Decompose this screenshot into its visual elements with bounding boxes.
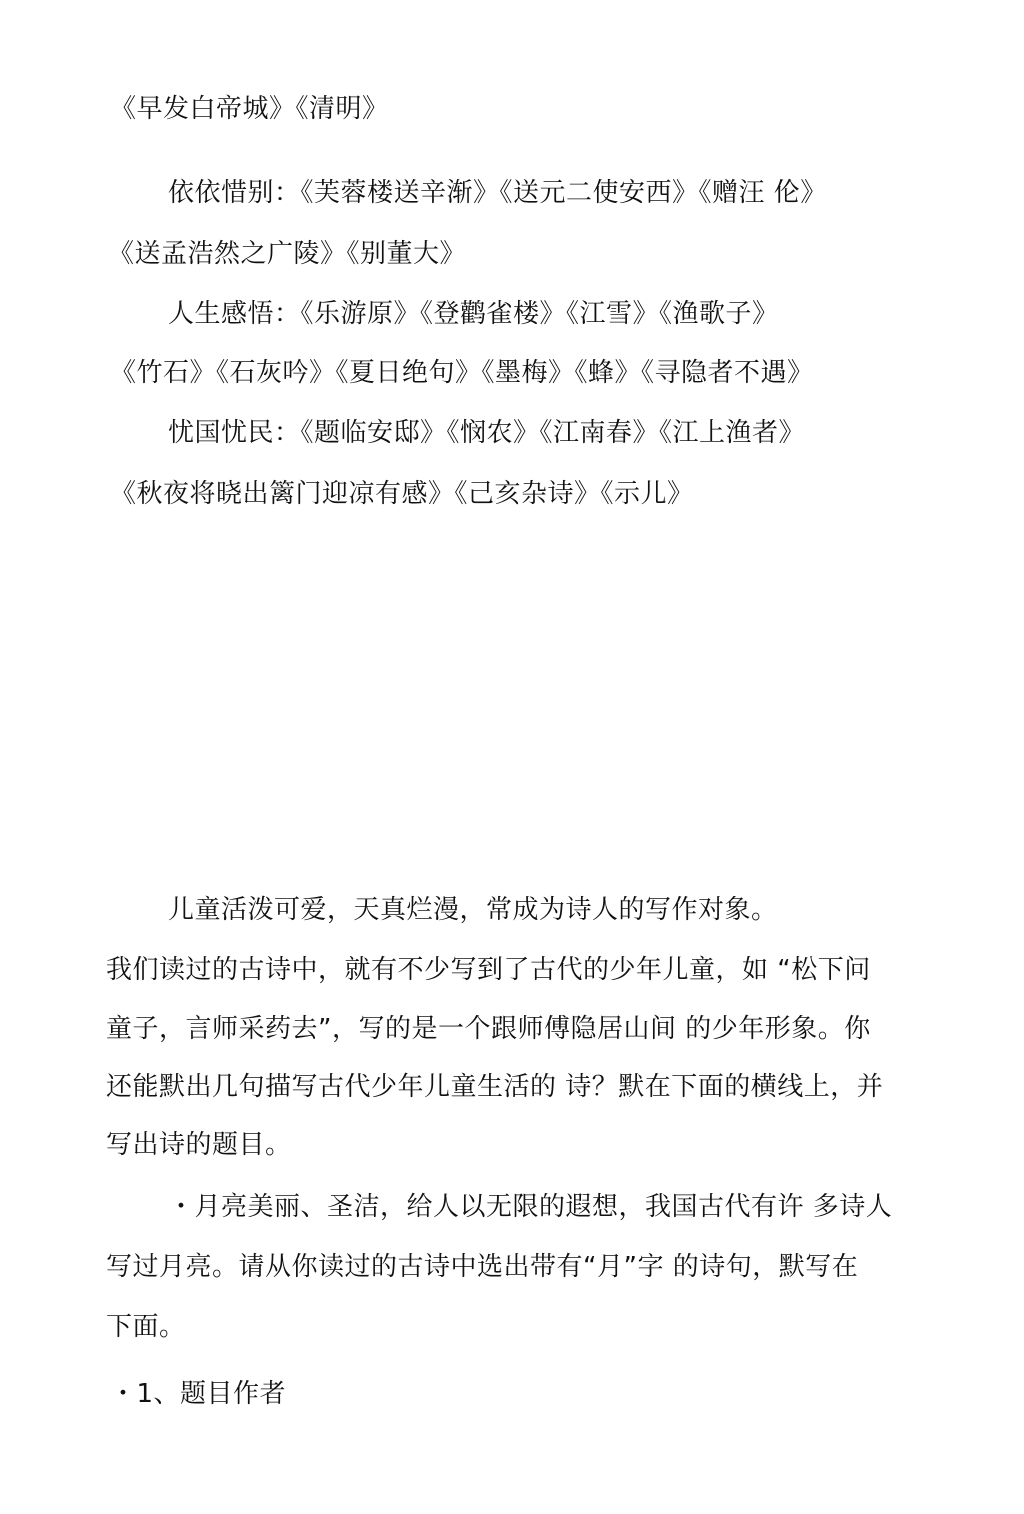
- item-title-author: ・1、题目作者: [110, 1379, 287, 1409]
- children-paragraph-line-4: 还能默出几句描写古代少年儿童生活的 诗？默在下面的横线上，并: [106, 1072, 884, 1102]
- children-paragraph-line-2: 我们读过的古诗中，就有不少写到了古代的少年儿童，如 “松下问: [106, 955, 871, 985]
- children-paragraph-line-5: 写出诗的题目。: [106, 1130, 292, 1160]
- poem-list-line-1: 《早发白帝城》《清明》: [110, 94, 389, 124]
- farewell-category-line-2: 《送孟浩然之广陵》《别董大》: [108, 239, 467, 269]
- patriotic-category-line-1: 忧国忧民：《题临安邸》《悯农》《江南春》《江上渔者》: [168, 418, 806, 448]
- children-paragraph-line-3: 童子，言师采药去”，写的是一个跟师傅隐居山间 的少年形象。你: [106, 1014, 871, 1044]
- farewell-category-line-1: 依依惜别：《芙蓉楼送辛渐》《送元二使安西》《赠汪 伦》: [168, 178, 827, 208]
- moon-paragraph-line-2: 写过月亮。请从你读过的古诗中选出带有“月”字 的诗句，默写在: [106, 1252, 859, 1282]
- moon-paragraph-line-1: ・月亮美丽、圣洁，给人以无限的遐想，我国古代有许 多诗人: [168, 1192, 893, 1222]
- life-insight-line-2: 《竹石》《石灰吟》《夏日绝句》《墨梅》《蜂》《寻隐者不遇》: [110, 358, 814, 388]
- life-insight-line-1: 人生感悟：《乐游原》《登鹳雀楼》《江雪》《渔歌子》: [168, 299, 779, 329]
- patriotic-category-line-2: 《秋夜将晓出篱门迎凉有感》《己亥杂诗》《示儿》: [110, 479, 694, 509]
- moon-paragraph-line-3: 下面。: [106, 1312, 186, 1342]
- children-paragraph-line-1: 儿童活泼可爱，天真烂漫，常成为诗人的写作对象。: [168, 895, 778, 925]
